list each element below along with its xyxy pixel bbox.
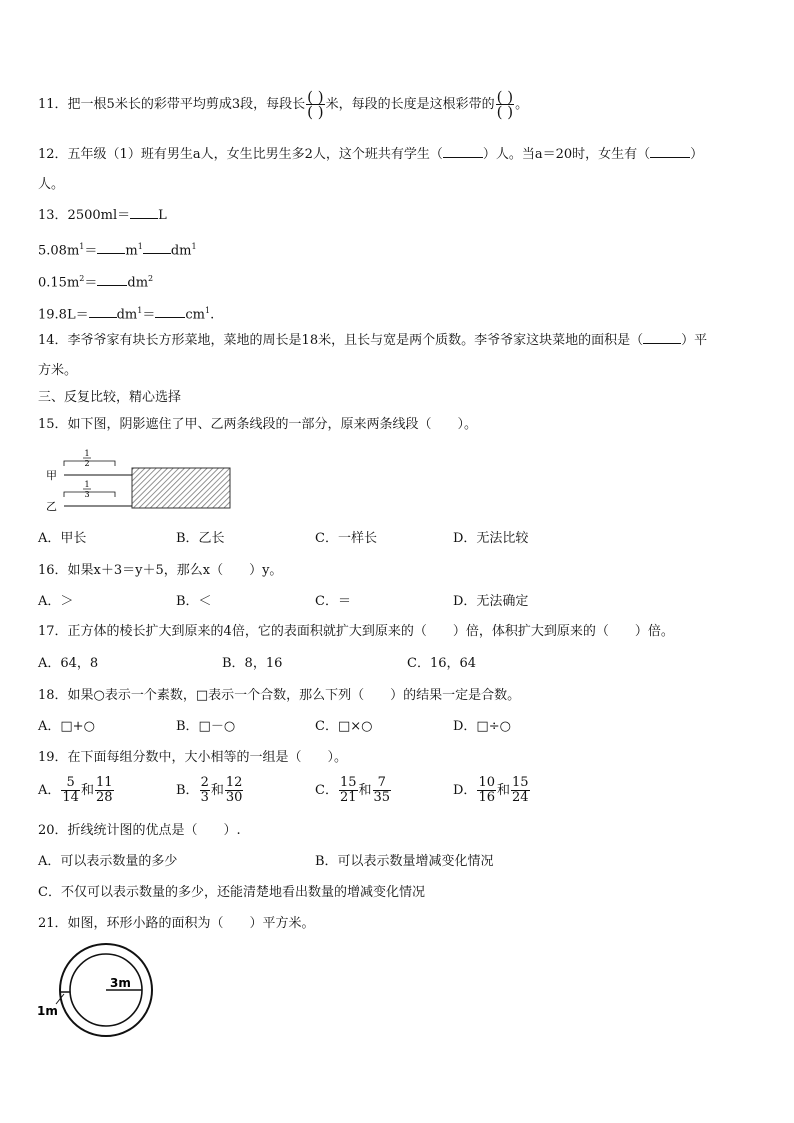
- q15-stem: 15．如下图，阴影遮住了甲、乙两条线段的一部分，原来两条线段（ ）。: [38, 417, 478, 432]
- q20-option-c[interactable]: C．不仅可以表示数量的多少，还能清楚地看出数量的增减变化情况: [38, 885, 425, 900]
- q11-frac-1: $\frac{( )}{( )}$: [307, 88, 324, 121]
- q15-option-b[interactable]: B．乙长: [176, 531, 225, 546]
- q12-blank-1[interactable]: [443, 157, 483, 158]
- q11-text-1: 11．把一根5米长的彩带平均剪成3段，每段长: [38, 97, 306, 112]
- q11-frac-2: $\frac{( )}{( )}$: [496, 88, 514, 121]
- q15-option-c[interactable]: C．一样长: [315, 531, 377, 546]
- q11: [38, 90, 528, 119]
- q13-blank-2[interactable]: [97, 253, 125, 254]
- q13-blank-5[interactable]: [89, 317, 117, 318]
- q21-stem: 21．如图，环形小路的面积为（ ）平方米。: [38, 916, 315, 931]
- q15-label-jia: 甲: [46, 469, 57, 482]
- q12-blank-2[interactable]: [650, 157, 690, 158]
- q18-option-d[interactable]: D．□÷○: [453, 719, 511, 734]
- q19-option-c[interactable]: C． $\frac{15}{21}$ 和 $\frac{7}{35}$: [315, 775, 391, 805]
- q13-blank-6[interactable]: [155, 317, 185, 318]
- q13-line-1: 13．2500ml＝ L: [38, 208, 167, 223]
- q17-stem: 17．正方体的棱长扩大到原来的4倍，它的表面积就扩大到原来的（ ）倍，体积扩大到原来的（ ）倍。: [38, 624, 674, 639]
- q13-line-4: $19.8L= dm^1= cm^1$.: [38, 306, 215, 323]
- q16-option-d[interactable]: D．无法确定: [453, 594, 529, 609]
- q16-option-c[interactable]: C．＝: [315, 594, 351, 609]
- q20-stem: 20．折线统计图的优点是（ ）.: [38, 823, 241, 838]
- q15-frac-jia-num: 1: [84, 449, 90, 458]
- q20-option-b[interactable]: B．可以表示数量增减变化情况: [315, 854, 494, 869]
- q19-option-b[interactable]: B． $\frac{2}{3}$ 和 $\frac{12}{30}$: [176, 775, 243, 805]
- q15-shade-rect: [132, 468, 230, 508]
- q13-blank-1[interactable]: [130, 218, 158, 219]
- q17-option-a[interactable]: A．64，8: [38, 656, 99, 671]
- q18-stem: 18．如果○表示一个素数，□表示一个合数，那么下列（ ）的结果一定是合数。: [38, 688, 521, 703]
- q17-option-b[interactable]: B．8，16: [222, 656, 283, 671]
- q17-option-c[interactable]: C．16，64: [407, 656, 477, 671]
- q19-option-a[interactable]: A． $\frac{5}{14}$ 和 $\frac{11}{28}$: [38, 775, 113, 805]
- q18-option-c[interactable]: C．□×○: [315, 719, 373, 734]
- q21-label-outer: 1m: [37, 1004, 58, 1018]
- q13-blank-3[interactable]: [143, 253, 171, 254]
- q13-line-3: $0.15m^2= dm^2$: [38, 274, 154, 291]
- q14-blank[interactable]: [643, 343, 681, 344]
- q21-label-inner: 3m: [110, 976, 131, 990]
- q19-stem: 19．在下面每组分数中，大小相等的一组是（ ）。: [38, 750, 348, 765]
- q12-line-1: 12．五年级（1）班有男生a人，女生比男生多2人，这个班共有学生（ ）人。当a＝20时，女生有（ ）: [38, 147, 704, 162]
- q21-figure: [34, 940, 164, 1040]
- q15-frac-jia-den: 2: [84, 459, 90, 468]
- section-3-title: 三、反复比较，精心选择: [38, 390, 182, 405]
- q15-label-yi: 乙: [46, 500, 57, 513]
- q11-text-3: 。: [515, 97, 529, 112]
- q14-line-1: 14．李爷爷家有块长方形菜地，菜地的周长是18米，且长与宽是两个质数。李爷爷家这块菜地的面积是（ ）平: [38, 333, 708, 348]
- q15-frac-yi-den: 3: [84, 490, 90, 499]
- q15-option-d[interactable]: D．无法比较: [453, 531, 529, 546]
- q15-frac-yi-num: 1: [84, 480, 90, 489]
- q15-figure: [40, 448, 240, 514]
- q16-option-b[interactable]: B．＜: [176, 594, 212, 609]
- q13-line-2: $5.08m^1= m^1$ $dm^1$: [38, 242, 197, 259]
- q19-option-d[interactable]: D． $\frac{10}{16}$ 和 $\frac{15}{24}$: [453, 775, 529, 805]
- q20-option-a[interactable]: A．可以表示数量的多少: [38, 854, 178, 869]
- q13-blank-4[interactable]: [97, 285, 127, 286]
- q12-line-2: 人。: [38, 177, 65, 192]
- q11-text-2: 米，每段的长度是这根彩带的: [325, 97, 495, 112]
- q18-option-b[interactable]: B．□－○: [176, 719, 236, 734]
- q15-option-a[interactable]: A．甲长: [38, 531, 87, 546]
- q16-stem: 16．如果x＋3＝y＋5，那么x（ ）y。: [38, 563, 283, 578]
- q16-option-a[interactable]: A．＞: [38, 594, 74, 609]
- q14-line-2: 方米。: [38, 363, 78, 378]
- q18-option-a[interactable]: A．□+○: [38, 719, 95, 734]
